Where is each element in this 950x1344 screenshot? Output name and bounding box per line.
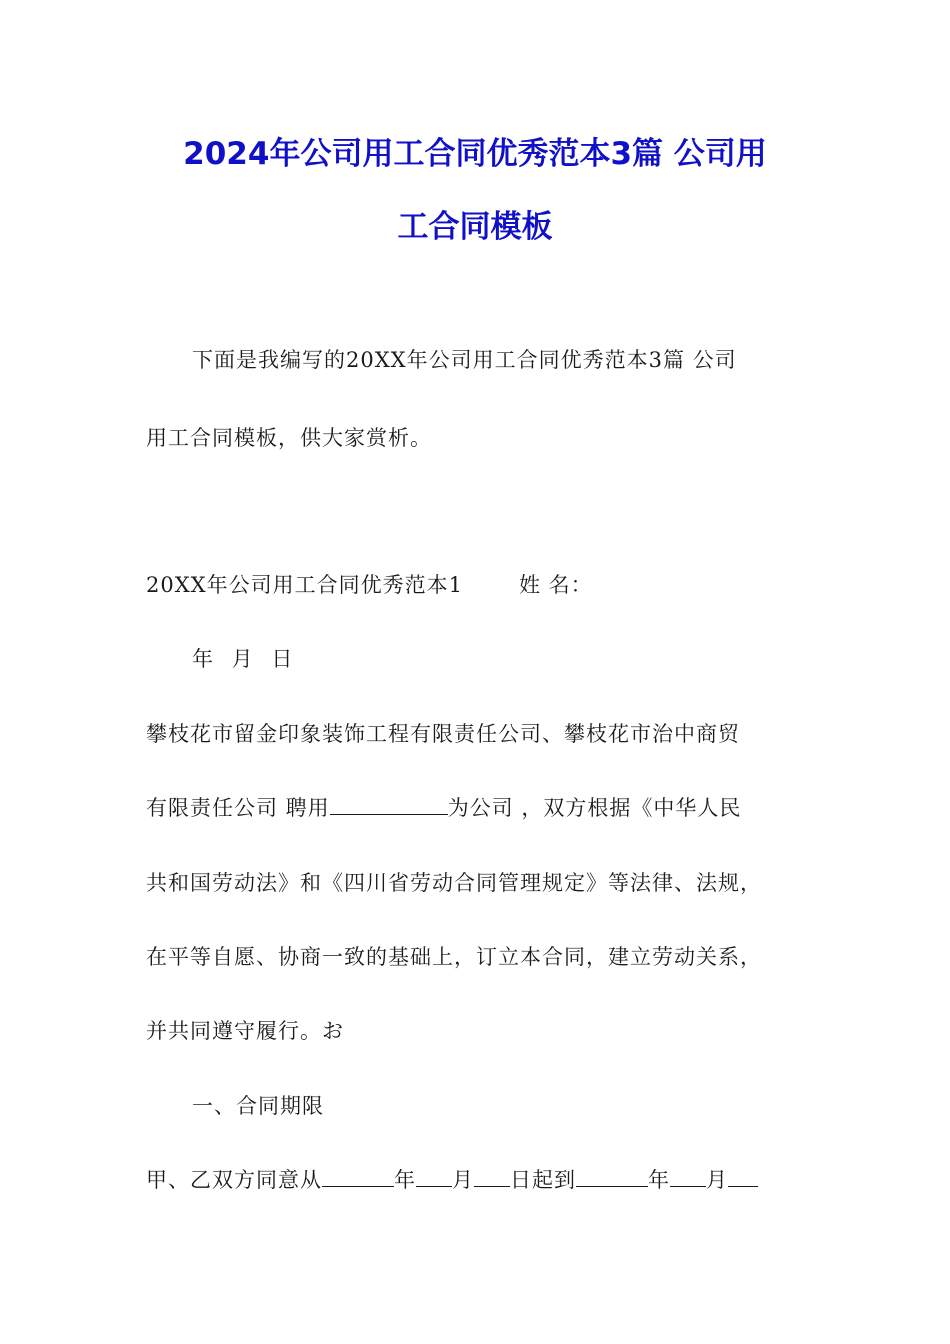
clause-1-title: 一、合同期限 bbox=[192, 1094, 324, 1118]
document-title-line-2: 工合同模板 bbox=[397, 209, 553, 245]
name-label: 姓 名： bbox=[518, 573, 593, 597]
blank-start-year bbox=[322, 1166, 394, 1187]
intro-line-1: 下面是我编写的20XX年公司用工合同优秀范本3篇 公司 bbox=[192, 348, 737, 372]
intro-line-2: 用工合同模板，供大家赏析。 bbox=[146, 426, 432, 450]
blank-end-day bbox=[728, 1166, 758, 1187]
date-line: 年 月 日 bbox=[192, 647, 299, 671]
document-title-line-1: 2024年公司用工合同优秀范本3篇 公司用 bbox=[183, 136, 767, 172]
blank-start-month bbox=[416, 1166, 452, 1187]
blank-end-year bbox=[576, 1166, 648, 1187]
paragraph-line-2: 有限责任公司 聘用 为公司 ，双方根据《中华人民 bbox=[146, 796, 742, 820]
blank-end-month bbox=[670, 1166, 706, 1187]
paragraph-line-4: 在平等自愿、协商一致的基础上，订立本合同，建立劳动关系， bbox=[146, 945, 762, 969]
section-1-heading-row bbox=[146, 570, 593, 600]
paragraph-line-5: 并共同遵守履行。お bbox=[146, 1019, 344, 1043]
section-1-heading: 20XX年公司用工合同优秀范本1 bbox=[146, 573, 463, 597]
paragraph-line-3: 共和国劳动法》和《四川省劳动合同管理规定》等法律、法规， bbox=[146, 871, 762, 895]
clause-1-line-1: 甲、乙双方同意从 年 月 日起到 年 月 bbox=[146, 1165, 758, 1195]
blank-start-day bbox=[474, 1166, 510, 1187]
paragraph-line-1: 攀枝花市留金印象装饰工程有限责任公司、攀枝花市治中商贸 bbox=[146, 722, 740, 746]
blank-employee-name bbox=[330, 794, 448, 815]
